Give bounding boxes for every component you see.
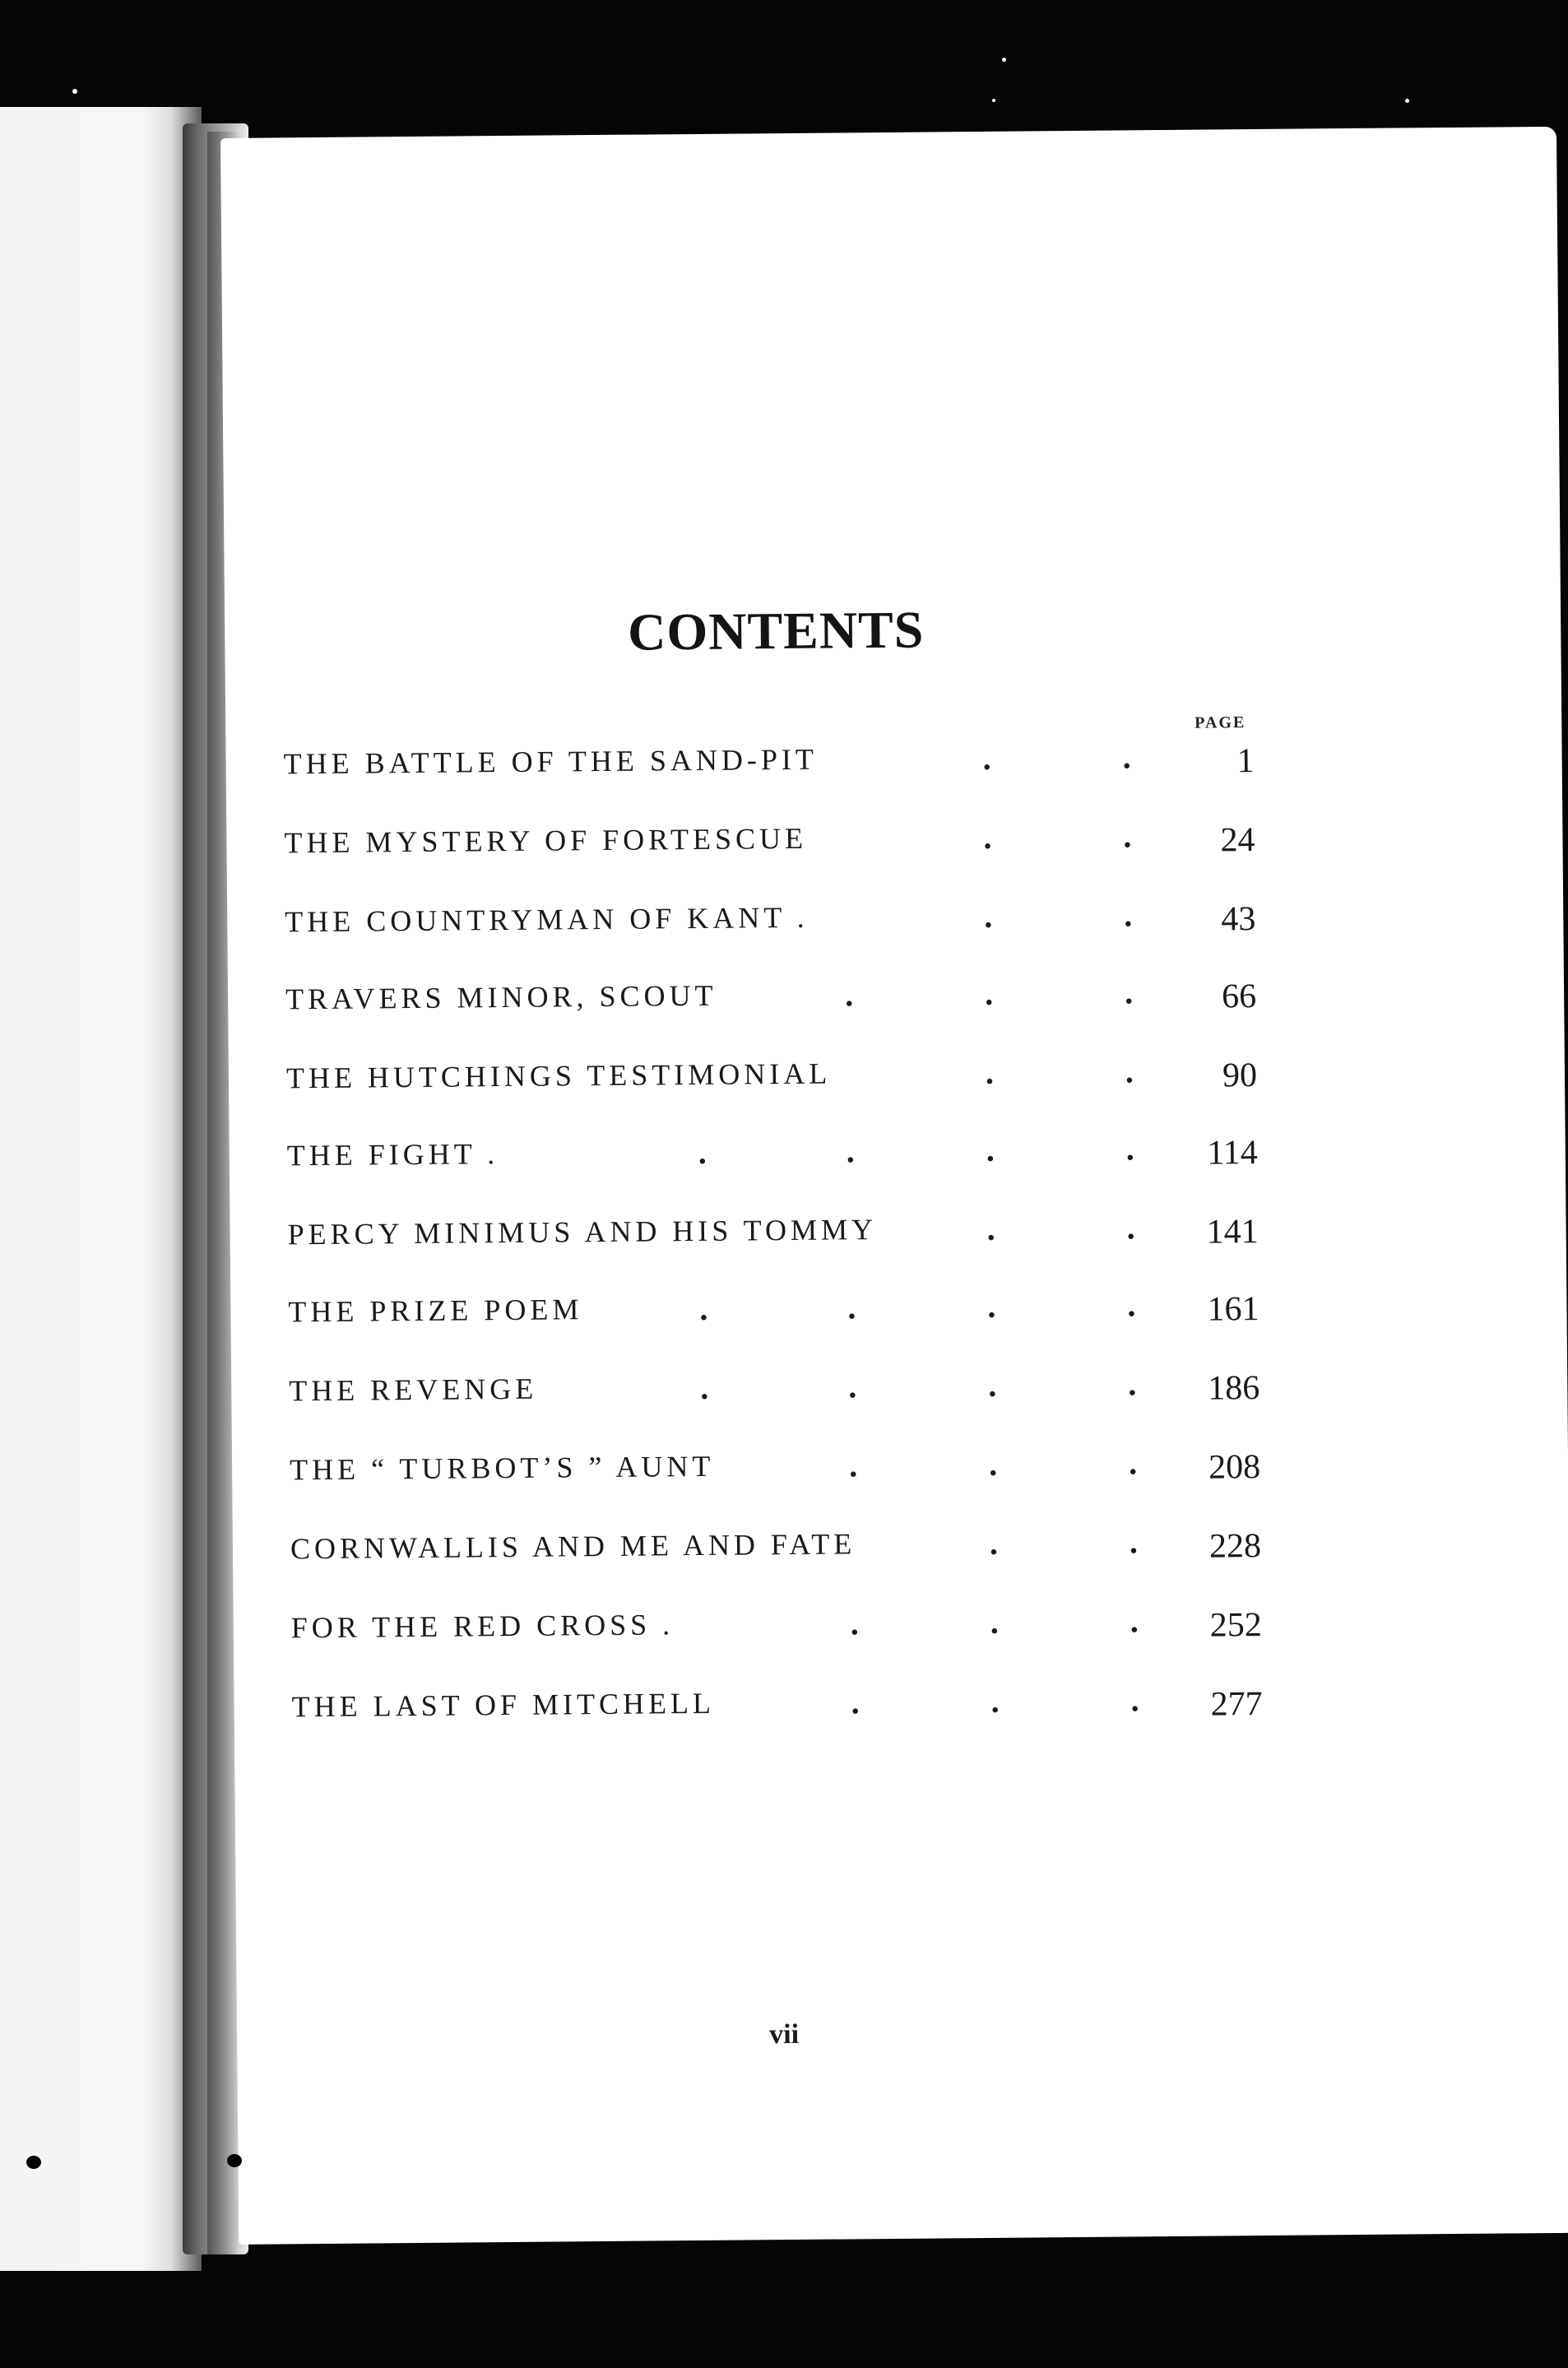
toc-entry-title: THE HUTCHINGS TESTIMONIAL: [285, 1056, 832, 1095]
toc-leader-dot: .: [850, 1604, 859, 1642]
toc-entry-page: 277: [1210, 1685, 1263, 1724]
toc-entry-page: 161: [1207, 1290, 1260, 1329]
toc-leader-dot: .: [989, 1524, 999, 1562]
scan-blot: [26, 2156, 41, 2169]
table-of-contents: [283, 738, 1270, 1724]
toc-entry-title: CORNWALLIS AND ME AND FATE: [290, 1527, 856, 1566]
scan-speck: [72, 89, 77, 94]
page-title: CONTENTS: [627, 600, 925, 662]
toc-entry-title: THE FIGHT .: [286, 1137, 499, 1172]
toc-entry-title: PERCY MINIMUS AND HIS TOMMY: [287, 1213, 878, 1251]
toc-entry-title: THE MYSTERY OF FORTESCUE: [284, 821, 808, 860]
toc-leader-dot: .: [1125, 1130, 1134, 1168]
toc-entry-title: THE “ TURBOT’S ” AUNT: [289, 1449, 715, 1487]
toc-entry[interactable]: [287, 1130, 1274, 1187]
toc-leader-dot: .: [844, 976, 854, 1014]
toc-entry[interactable]: [290, 1444, 1277, 1502]
toc-entry-title: THE COUNTRYMAN OF KANT .: [285, 900, 809, 939]
toc-entry[interactable]: [291, 1681, 1278, 1739]
toc-entry-page: 24: [1220, 821, 1255, 860]
scan-speck: [1002, 58, 1006, 62]
toc-entry-title: THE LAST OF MITCHELL: [291, 1686, 716, 1724]
toc-leader-dot: .: [848, 1446, 858, 1484]
toc-leader-dot: .: [983, 818, 992, 856]
toc-leader-dot: .: [1122, 738, 1131, 776]
toc-leader-dot: .: [984, 897, 993, 935]
contents-page: [220, 127, 1568, 2245]
scan-blot: [227, 2154, 242, 2167]
toc-entry-page: 208: [1208, 1448, 1261, 1487]
toc-leader-dot: .: [699, 1289, 708, 1327]
toc-entry[interactable]: [286, 1052, 1273, 1110]
toc-leader-dot: .: [1130, 1602, 1139, 1640]
toc-entry-page: 1: [1236, 742, 1255, 781]
toc-leader-dot: .: [988, 1445, 998, 1483]
toc-leader-dot: .: [1124, 896, 1133, 934]
toc-entry-page: 43: [1221, 900, 1256, 939]
scan-speck: [992, 99, 995, 102]
toc-leader-dot: .: [1129, 1523, 1139, 1561]
toc-leader-dot: .: [1128, 1444, 1138, 1482]
toc-entry-title: THE BATTLE OF THE SAND-PIT: [283, 742, 819, 781]
toc-leader-dot: .: [1130, 1681, 1139, 1719]
toc-leader-dot: .: [1128, 1365, 1137, 1403]
toc-leader-dot: .: [984, 974, 994, 1012]
toc-leader-dot: .: [990, 1682, 1000, 1720]
page-number-folio: vii: [769, 2018, 800, 2050]
toc-leader-dot: .: [846, 1132, 855, 1170]
toc-leader-dot: .: [851, 1683, 860, 1721]
toc-entry-title: THE REVENGE: [289, 1372, 538, 1408]
toc-entry[interactable]: [285, 896, 1272, 954]
toc-entry-page: 228: [1208, 1527, 1262, 1566]
toc-leader-dot: .: [1123, 817, 1132, 855]
toc-entry-page: 90: [1222, 1056, 1258, 1095]
toc-leader-dot: .: [1127, 1286, 1136, 1324]
toc-entry[interactable]: [284, 817, 1271, 875]
toc-entry-page: 252: [1209, 1606, 1263, 1645]
toc-leader-dot: .: [700, 1368, 709, 1406]
toc-entry-page: 66: [1221, 977, 1257, 1016]
toc-leader-dot: .: [1124, 973, 1134, 1011]
toc-leader-dot: .: [985, 1053, 995, 1091]
page-column-label: PAGE: [1195, 713, 1246, 732]
toc-leader-dot: .: [986, 1210, 995, 1247]
toc-entry[interactable]: [290, 1523, 1278, 1581]
toc-leader-dot: .: [990, 1603, 999, 1641]
toc-leader-dot: .: [987, 1287, 996, 1325]
toc-leader-dot: .: [847, 1288, 856, 1326]
toc-entry-page: 114: [1207, 1134, 1259, 1172]
toc-leader-dot: .: [848, 1367, 857, 1405]
scan-speck: [1405, 99, 1409, 103]
toc-entry[interactable]: [288, 1286, 1275, 1344]
toc-leader-dot: .: [988, 1366, 997, 1404]
toc-leader-dot: .: [986, 1131, 995, 1168]
toc-entry[interactable]: [285, 973, 1273, 1031]
toc-leader-dot: .: [1126, 1209, 1135, 1247]
facing-page-edge: [0, 107, 202, 2271]
toc-leader-dot: .: [698, 1133, 707, 1171]
toc-entry[interactable]: [283, 738, 1270, 796]
toc-entry[interactable]: [289, 1365, 1276, 1423]
toc-entry-page: 141: [1206, 1213, 1259, 1251]
toc-entry-title: FOR THE RED CROSS .: [290, 1608, 675, 1645]
toc-leader-dot: .: [982, 739, 991, 777]
toc-entry[interactable]: [291, 1602, 1278, 1660]
toc-entry-page: 186: [1208, 1369, 1260, 1408]
toc-entry-title: TRAVERS MINOR, SCOUT: [285, 978, 717, 1016]
toc-entry-title: THE PRIZE POEM: [288, 1293, 583, 1329]
toc-leader-dot: .: [1125, 1052, 1134, 1090]
toc-entry[interactable]: [287, 1209, 1274, 1266]
